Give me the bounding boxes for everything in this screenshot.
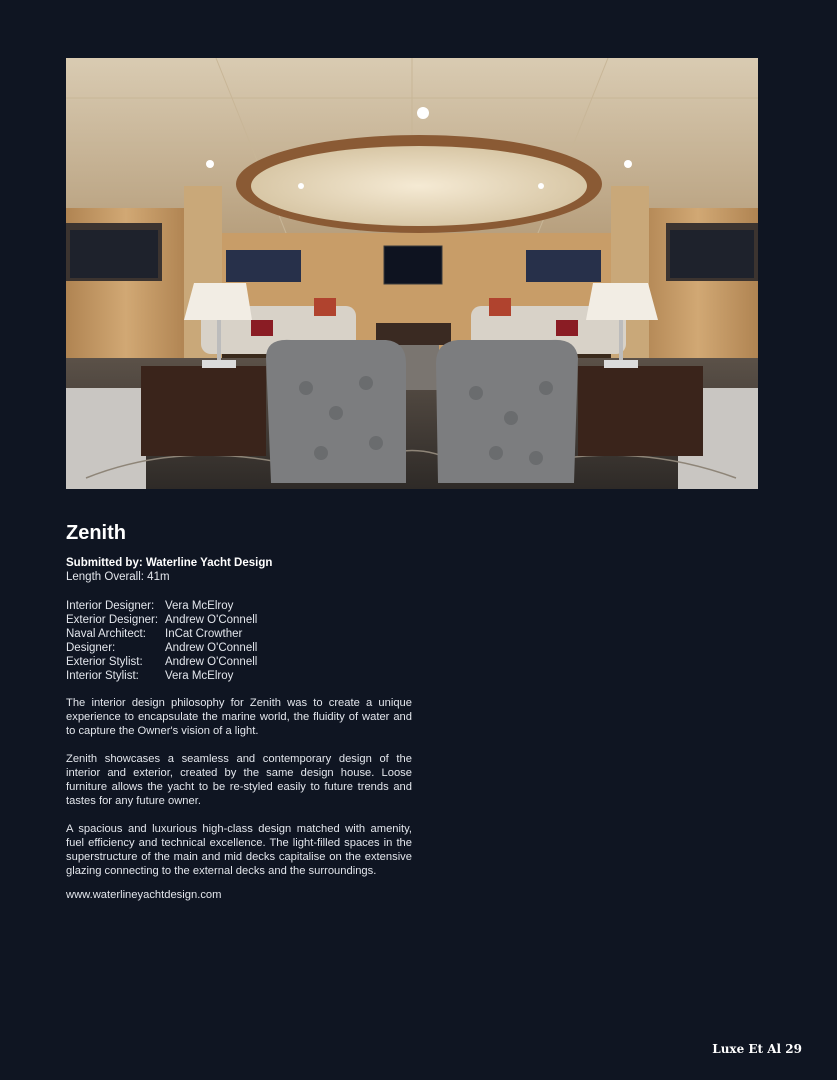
page-footer: Luxe Et Al 29 <box>712 1042 802 1056</box>
body-paragraph: A spacious and luxurious high-class design matched with amenity, fuel efficiency and technical excellence. The light-filled spaces in the superstructure of the main and mid decks capitalise on the extensive glazing connecting to the external decks and the surroundings. <box>66 823 412 877</box>
submitted-by: Submitted by: Waterline Yacht Design <box>66 557 273 569</box>
credit-row <box>66 599 257 613</box>
credit-role: Designer: <box>66 642 116 654</box>
credit-name: Andrew O'Connell <box>165 656 258 668</box>
credit-role: Interior Stylist: <box>66 670 139 682</box>
credit-row <box>66 627 257 641</box>
credits-list <box>66 599 257 683</box>
body-paragraph: Zenith showcases a seamless and contemporary design of the interior and exterior, created by the same design house. Loose furniture allows the yacht to be re-styled easily to future trends and tastes for any future owner. <box>66 753 412 807</box>
credit-name: Andrew O'Connell <box>165 642 258 654</box>
credit-name: Andrew O'Connell <box>165 614 258 626</box>
credit-row <box>66 669 257 683</box>
website-link[interactable]: www.waterlineyachtdesign.com <box>66 889 222 901</box>
credit-name: InCat Crowther <box>165 628 243 640</box>
credit-row <box>66 613 257 627</box>
yacht-interior-photo <box>66 58 758 489</box>
credit-name: Vera McElroy <box>165 670 234 682</box>
credit-role: Exterior Stylist: <box>66 656 143 668</box>
article-title: Zenith <box>66 522 126 544</box>
article-body <box>66 696 412 892</box>
length-overall: Length Overall: 41m <box>66 571 170 583</box>
credit-name: Vera McElroy <box>165 600 234 612</box>
credit-row <box>66 655 257 669</box>
credit-role: Interior Designer: <box>66 600 155 612</box>
credit-row <box>66 641 257 655</box>
body-paragraph: The interior design philosophy for Zenith was to create a unique experience to encapsulate the marine world, the fluidity of water and to capture the Owner's vision of a light. <box>66 697 412 737</box>
credit-role: Exterior Designer: <box>66 614 159 626</box>
credit-role: Naval Architect: <box>66 628 146 640</box>
